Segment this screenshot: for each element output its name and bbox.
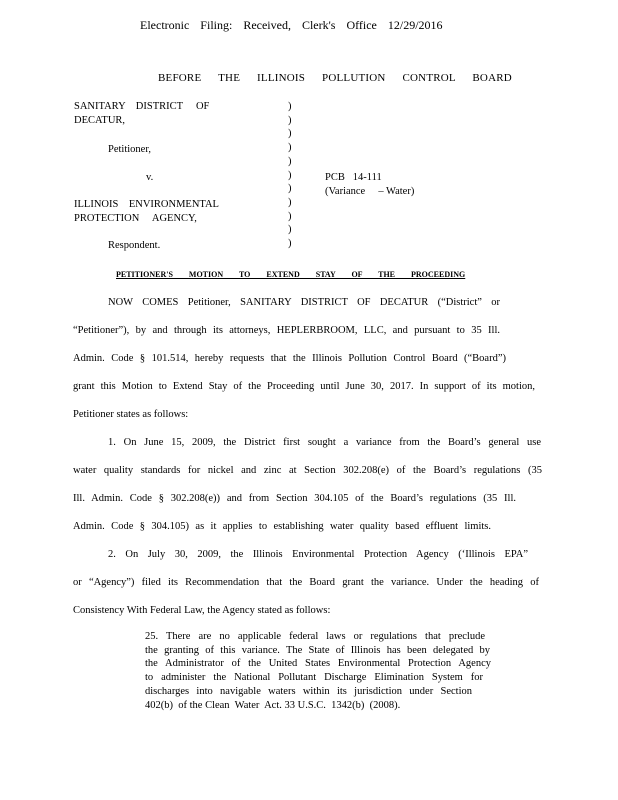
filing-header: Electronic Filing: Received, Clerk's Office 12/29/2016 (140, 18, 443, 32)
intro-line-3: Admin. Code § 101.514, hereby requests that the Illinois Pollution Control Board (“Board”) (73, 353, 506, 364)
caption-parens: ) ) ) ) ) ) ) ) ) ) ) (288, 101, 292, 250)
para2-line-1: 2. On July 30, 2009, the Illinois Environmental Protection Agency (‘Illinois EPA” (108, 549, 528, 560)
petitioner-line-2: DECATUR, (74, 114, 126, 126)
para1-line-1: 1. On June 15, 2009, the District first sought a variance from the Board’s general use (108, 437, 541, 448)
case-type: (Variance – Water) (325, 186, 415, 197)
petitioner-role: Petitioner, (108, 144, 152, 155)
petitioner-line-1: SANITARY DISTRICT OF (74, 101, 210, 112)
quote-line-6: 402(b) of the Clean Water Act. 33 U.S.C. 1342(b) (2008). (145, 700, 401, 711)
quote-line-4: to administer the National Pollutant Discharge Elimination System for (145, 672, 483, 683)
petitioner-name (74, 100, 209, 127)
quote-line-1: 25. There are no applicable federal laws or regulations that preclude (145, 631, 485, 642)
quote-line-5: discharges into navigable waters within its jurisdiction under Section (145, 686, 472, 697)
versus: v. (146, 172, 154, 183)
intro-line-2: “Petitioner”), by and through its attorneys, HEPLERBROOM, LLC, and pursuant to 35 Ill. (73, 325, 500, 336)
para2-line-3: Consistency With Federal Law, the Agency stated as follows: (73, 605, 331, 616)
quote-line-3: the Administrator of the United States Environmental Protection Agency (145, 658, 491, 669)
intro-line-5: Petitioner states as follows: (73, 409, 189, 420)
respondent-role: Respondent. (108, 240, 161, 251)
respondent-line-2: PROTECTION AGENCY, (74, 212, 197, 224)
case-number: PCB 14-111 (325, 172, 382, 183)
intro-line-4: grant this Motion to Extend Stay of the Proceeding until June 30, 2017. In support of its motion, (73, 381, 535, 392)
respondent-name (74, 198, 219, 225)
para1-line-4: Admin. Code § 304.105) as it applies to establishing water quality based effluent limits. (73, 521, 491, 532)
board-title: BEFORE THE ILLINOIS POLLUTION CONTROL BOARD (158, 72, 512, 84)
respondent-line-1: ILLINOIS ENVIRONMENTAL (74, 199, 219, 210)
intro-line-1: NOW COMES Petitioner, SANITARY DISTRICT OF DECATUR (“District” or (108, 297, 500, 308)
para2-line-2: or “Agency”) filed its Recommendation that the Board grant the variance. Under the heading of (73, 577, 539, 588)
para1-line-3: Ill. Admin. Code § 302.208(e)) and from Section 304.105 of the Board’s regulations (35 Ill. (73, 493, 516, 504)
quote-line-2: the granting of this variance. The State of Illinois has been delegated by (145, 645, 490, 656)
para1-line-2: water quality standards for nickel and zinc at Section 302.208(e) of the Board’s regulations (35 (73, 465, 542, 476)
motion-title: PETITIONER'S MOTION TO EXTEND STAY OF THE PROCEEDING (116, 270, 466, 279)
